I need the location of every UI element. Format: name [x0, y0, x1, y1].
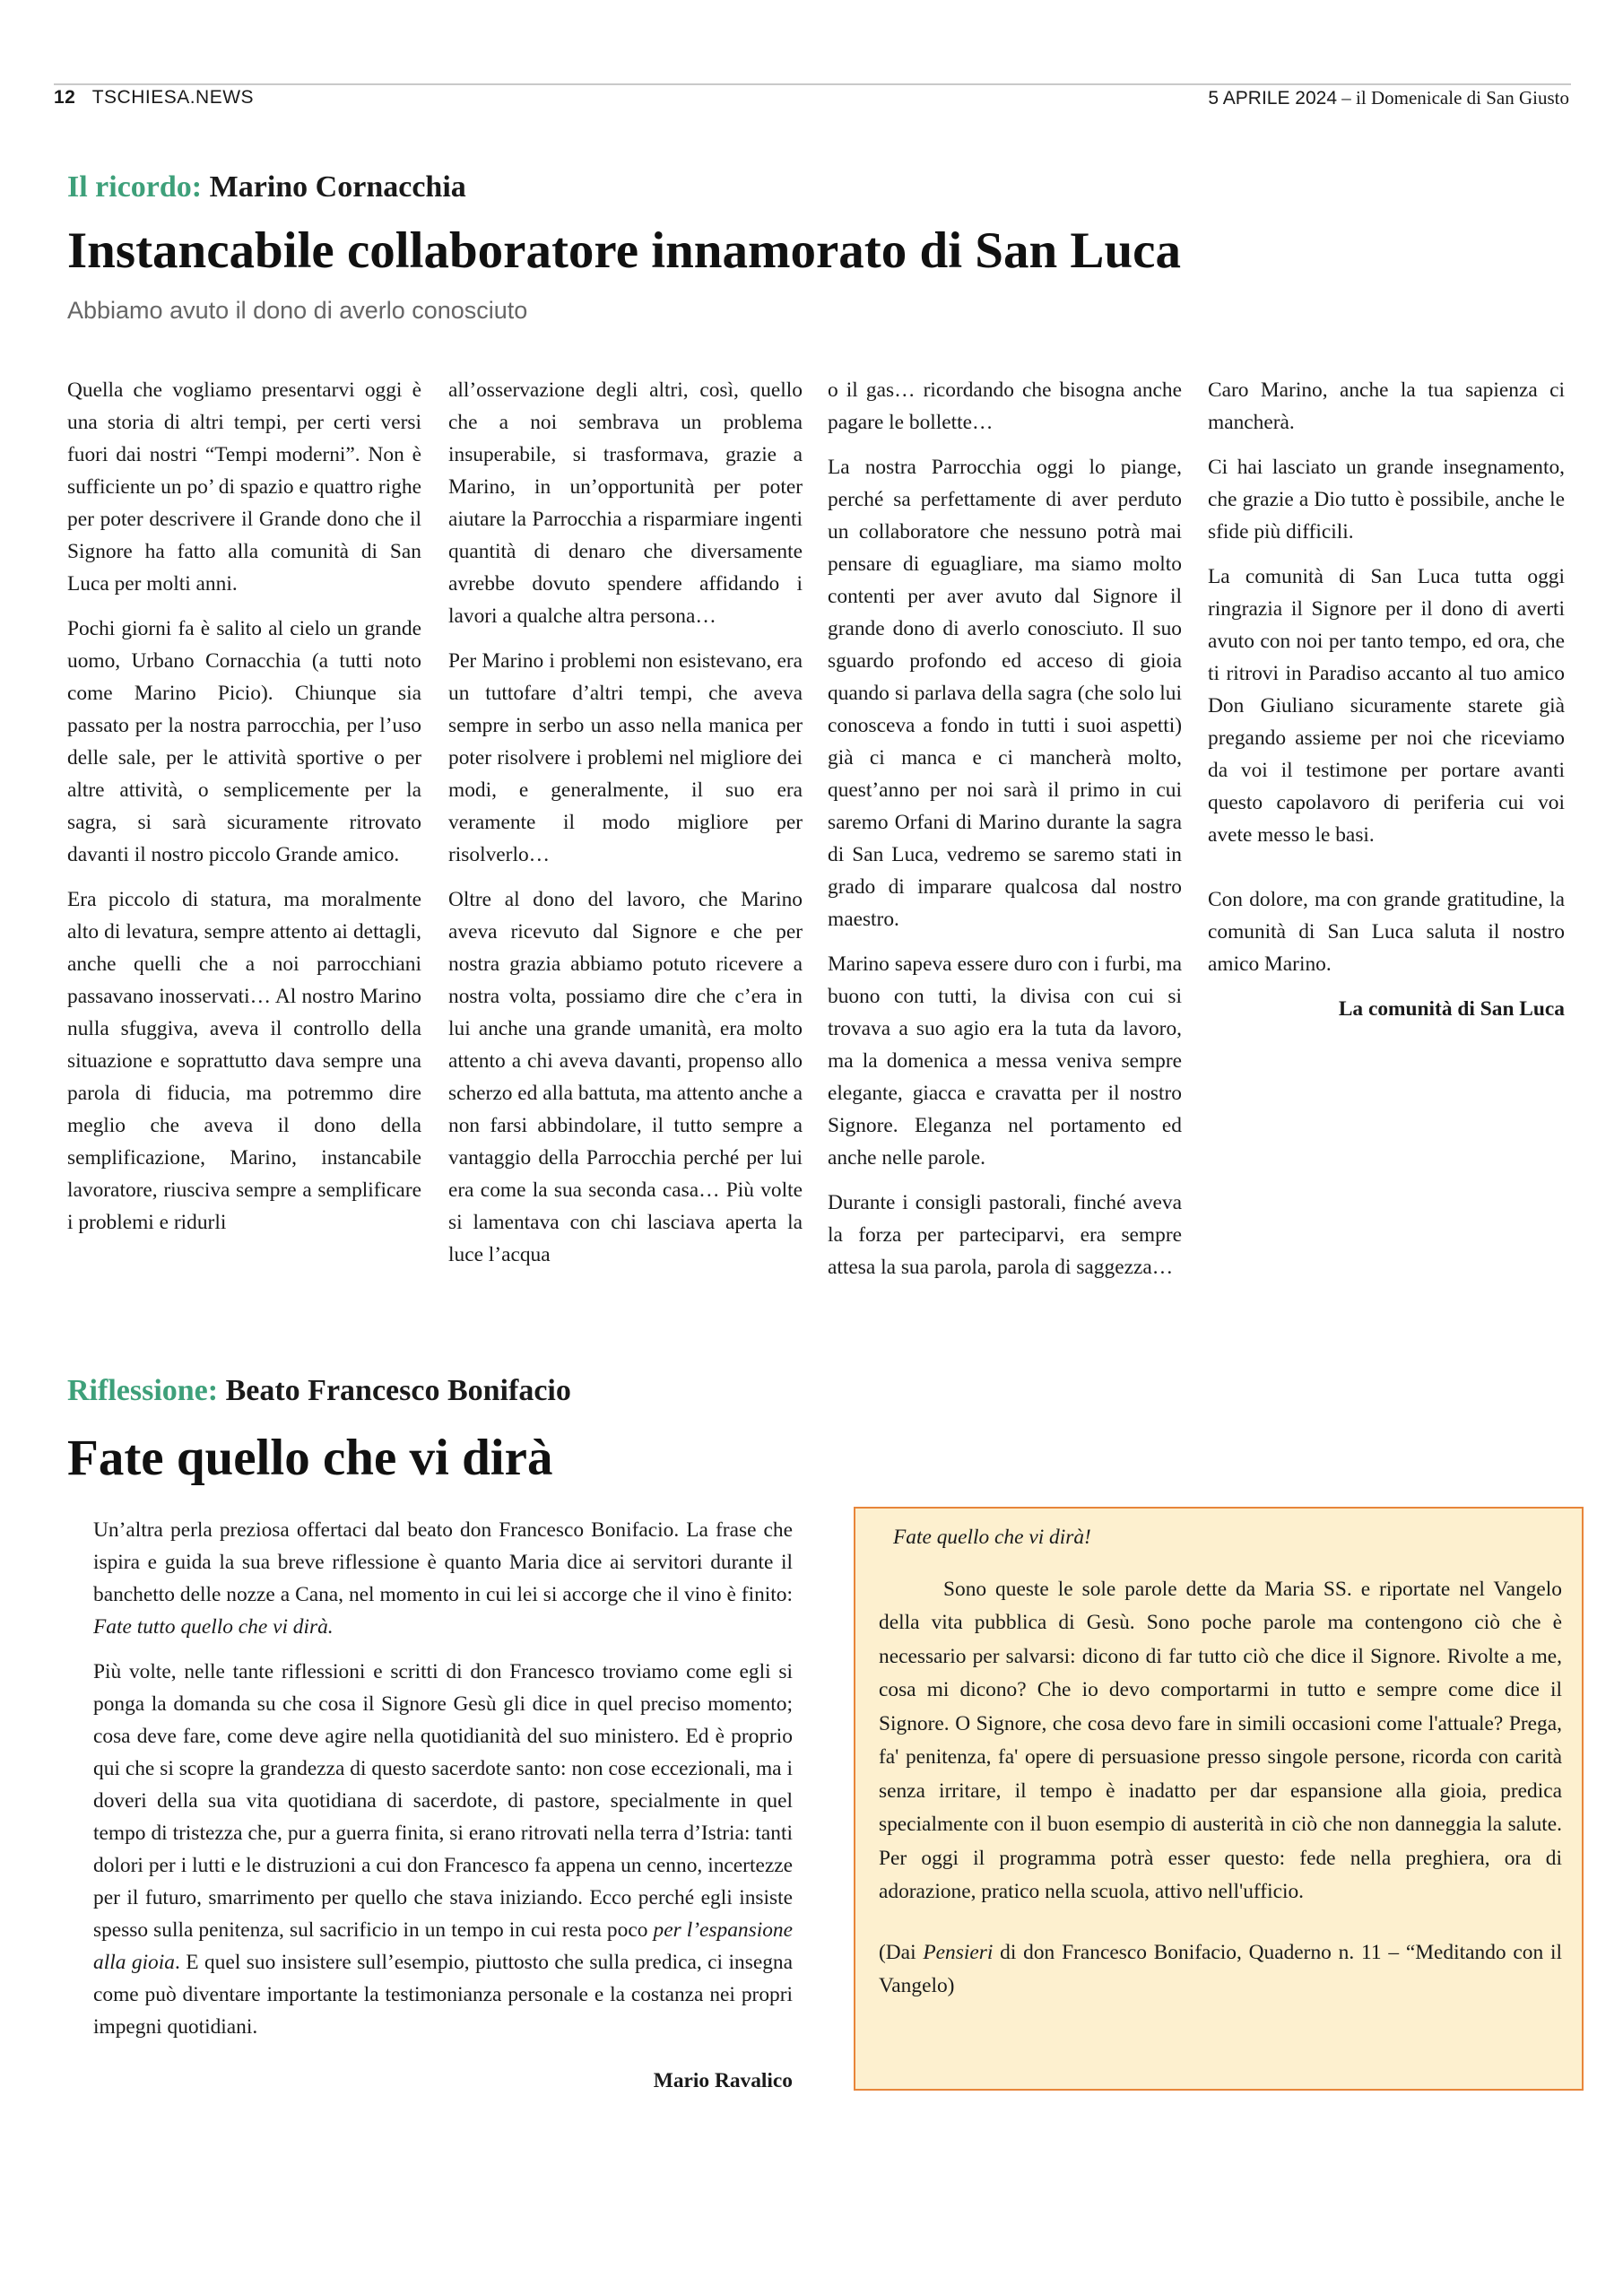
- paragraph: La comunità di San Luca tutta oggi ringrazia il Signore per il dono di averti avuto con noi per tanto tempo, ed ora, che ti ritrovi in Paradiso accanto al tuo amico Don Giuliano sicuramente starete già pregando assieme per noi che riceviamo da voi il testimone per portare avanti questo capolavoro di periferia cui voi avete messo le basi.: [1208, 565, 1565, 847]
- source-text: (Dai: [879, 1940, 924, 1964]
- quote-italic: per l’espansione alla gioia: [93, 1918, 793, 1974]
- article1-signature: La comunità di San Luca: [1338, 997, 1565, 1021]
- article2-kicker-name: Beato Francesco Bonifacio: [225, 1374, 571, 1407]
- paragraph: La nostra Parrocchia oggi lo piange, perché sa perfettamente di aver perduto un collaboratore che nessuno potrà mai pensare di eguagliare, ma siamo molto contenti per aver avuto dal Signore il grande dono di averlo conosciuto. Il suo sguardo profondo ed acceso di gioia quando si parlava della sagra (che solo lui conosceva a fondo in tutti i suoi aspetti) già ci manca e ci mancherà molto, quest’anno per noi sarà il primo in cui saremo Orfani di Marino durante la sagra di San Luca, vedremo se saremo stati in grado di imparare qualcosa dal nostro maestro.: [828, 456, 1182, 931]
- quote-box-title: Fate quello che vi dirà!: [893, 1526, 1091, 1549]
- paragraph-text: Più volte, nelle tante riflessioni e scritti di don Francesco troviamo come egli si ponga la domanda su che cosa il Signore Gesù gli dice in quel preciso momento; cosa deve fare, come deve agire nella quotidianità del suo ministero. Ed è proprio qui che si scopre la grandezza di questo sacerdote santo: non cose eccezionali, ma i doveri della sua vita quotidiana di sacerdote, di pastore, specialmente in quel tempo di tristezza che, pur a guerra finita, si erano ritrovati nella terra d’Istria: tanti dolori per i lutti e le distruzioni a cui don Francesco fa appena un cenno, incertezze per il futuro, smarrimento per quello che stava iniziando. Ecco perché egli insiste spesso sulla penitenza, sul sacrificio in un tempo in cui resta poco: [93, 1660, 793, 1942]
- paragraph: Caro Marino, anche la tua sapienza ci mancherà.: [1208, 378, 1565, 434]
- quote-italic: Fate tutto quello che vi dirà.: [93, 1615, 334, 1639]
- paragraph: Durante i consigli pastorali, finché aveva la forza per parteciparvi, era sempre attesa la sua parola, parola di saggezza…: [828, 1191, 1182, 1279]
- paragraph: Con dolore, ma con grande gratitudine, la comunità di San Luca saluta il nostro amico Marino.: [1208, 888, 1565, 976]
- paragraph: o il gas… ricordando che bisogna anche pagare le bollette…: [828, 378, 1182, 434]
- paragraph-text: . E quel suo insistere sull’esempio, piuttosto che sulla predica, ci insegna come può diventare importante la testimonianza personale e la costanza nei propri impegni quotidiani.: [93, 1951, 793, 2039]
- article2-kicker-tag: Riflessione:: [67, 1374, 219, 1407]
- article1-kicker-name: Marino Cornacchia: [209, 170, 466, 204]
- paragraph: Per Marino i problemi non esistevano, era un tuttofare d’altri tempi, che aveva sempre in serbo un asso nella manica per poter risolvere i problemi nel migliore dei modi, e generalmente, il suo era veramente il modo migliore per risolverlo…: [448, 649, 803, 866]
- issue-date: 5 APRILE 2024: [1208, 88, 1338, 109]
- quote-box-source: [879, 1936, 1562, 2004]
- paragraph: Marino sapeva essere duro con i furbi, ma buono con tutti, la divisa con cui si trovava a suo agio era la tuta da lavoro, ma la domenica a messa veniva sempre elegante, giacca e cravatta per il nostro Signore. Eleganza nel portamento ed anche nelle parole.: [828, 952, 1182, 1170]
- publication-name: TSCHIESA.NEWS: [91, 87, 255, 108]
- article1-column-3: [828, 374, 1182, 1296]
- header-right: [1208, 87, 1569, 109]
- paragraph: Ci hai lasciato un grande insegnamento, che grazie a Dio tutto è possibile, anche le sfide più difficili.: [1208, 456, 1565, 544]
- paragraph: all’osservazione degli altri, così, quello che a noi sembrava un problema insuperabile, si trasformava, grazie a Marino, in un’opportunità per poter aiutare la Parrocchia a risparmiare ingenti quantità di denaro che diversamente avrebbe dovuto spendere affidando i lavori a qualche altra persona…: [448, 378, 803, 628]
- article1-subtitle: Abbiamo avuto il dono di averlo conosciuto: [67, 297, 528, 324]
- source-italic: Pensieri: [923, 1940, 994, 1964]
- article1-column-2: [448, 374, 803, 1283]
- article2-title: Fate quello che vi dirà: [67, 1430, 553, 1486]
- article1-column-1: [67, 374, 421, 1251]
- article2-signature: Mario Ravalico: [653, 2069, 793, 2092]
- article2-paragraph-2: [93, 1656, 793, 2043]
- paragraph: Pochi giorni fa è salito al cielo un grande uomo, Urbano Cornacchia (a tutti noto come Marino Picio). Chiunque sia passato per la nostra parrocchia, per l’uso delle sale, per le attività sportive o per altre attività, o semplicemente per la sagra, si sarà sicuramente ritrovato davanti il nostro piccolo Grande amico.: [67, 617, 421, 866]
- paragraph: Era piccolo di statura, ma moralmente alto di levatura, sempre attento ai dettagli, anche quelli che a noi parrocchiani passavano inosservati… Al nostro Marino nulla sfuggiva, aveva il controllo della situazione e soprattutto dava sempre una parola di fiducia, ma potremmo dire meglio che aveva il dono della semplificazione, Marino, instancabile lavoratore, riusciva sempre a semplificare i problemi e ridurli: [67, 888, 421, 1234]
- paragraph: Oltre al dono del lavoro, che Marino aveva ricevuto dal Signore e che per nostra grazia abbiamo potuto ricevere a nostra volta, possiamo dire che c’era in lui anche una grande umanità, era molto attento a chi aveva davanti, propenso allo scherzo ed alla battuta, ma attento anche a non farsi abbindolare, il tutto sempre a vantaggio della Parrocchia perché per lui era come la sua seconda casa… Più volte si lamentava con chi lasciava aperta la luce l’acqua: [448, 888, 803, 1266]
- article1-title: Instancabile collaboratore innamorato di San Luca: [67, 222, 1181, 279]
- article1-kicker: [67, 170, 466, 204]
- article2-kicker: [67, 1374, 571, 1408]
- edition-name: il Domenicale di San Giusto: [1356, 87, 1569, 109]
- source-text: di don Francesco Bonifacio, Quaderno n. 11 – “Meditando con il Vangelo): [879, 1940, 1562, 1997]
- page-number: 12: [54, 87, 76, 108]
- quote-box-body: Sono queste le sole parole dette da Maria SS. e riportate nel Vangelo della vita pubblica di Gesù. Sono poche parole ma contengono ciò che è necessario per salvarsi: dicono di far tutto ciò che dice il Signore. Rivolte a me, cosa mi dicono? Che io devo comportarmi in tutto e sempre come dice il Signore. O Signore, che cosa devo fare in simili occasioni come l'attuale? Prega, fa' penitenza, fa' opere di persuasione presso singole persone, ricorda con carità senza irritare, il tempo è inadatto per dar espansione alla gioia, predica specialmente con il buon esempio di austerità in ciò che non danneggia la salute. Per oggi il programma potrà esser questo: fede nella preghiera, ora di adorazione, pratico nella scuola, attivo nell'ufficio.: [879, 1577, 1562, 1903]
- article2-paragraph-1: [93, 1514, 793, 1643]
- paragraph-text: Un’altra perla preziosa offertaci dal beato don Francesco Bonifacio. La frase che ispira e guida la sua breve riflessione è quanto Maria dice ai servitori durante il banchetto delle nozze a Cana, nel momento in cui lei si accorge che il vino è finito:: [93, 1518, 793, 1606]
- header-left: [54, 87, 254, 109]
- header-dash: –: [1337, 87, 1357, 109]
- paragraph: Quella che vogliamo presentarvi oggi è una storia di altri tempi, per certi versi fuori dai nostri “Tempi moderni”. Non è sufficiente un po’ di spazio e quattro righe per poter descrivere il Grande dono che il Signore ha fatto alla comunità di San Luca per molti anni.: [67, 378, 421, 596]
- article2-body: [93, 1514, 793, 2109]
- article1-kicker-tag: Il ricordo:: [67, 170, 203, 204]
- article1-column-4: [1208, 374, 1565, 1038]
- header-rule: [54, 83, 1571, 85]
- quote-box: [854, 1507, 1584, 2091]
